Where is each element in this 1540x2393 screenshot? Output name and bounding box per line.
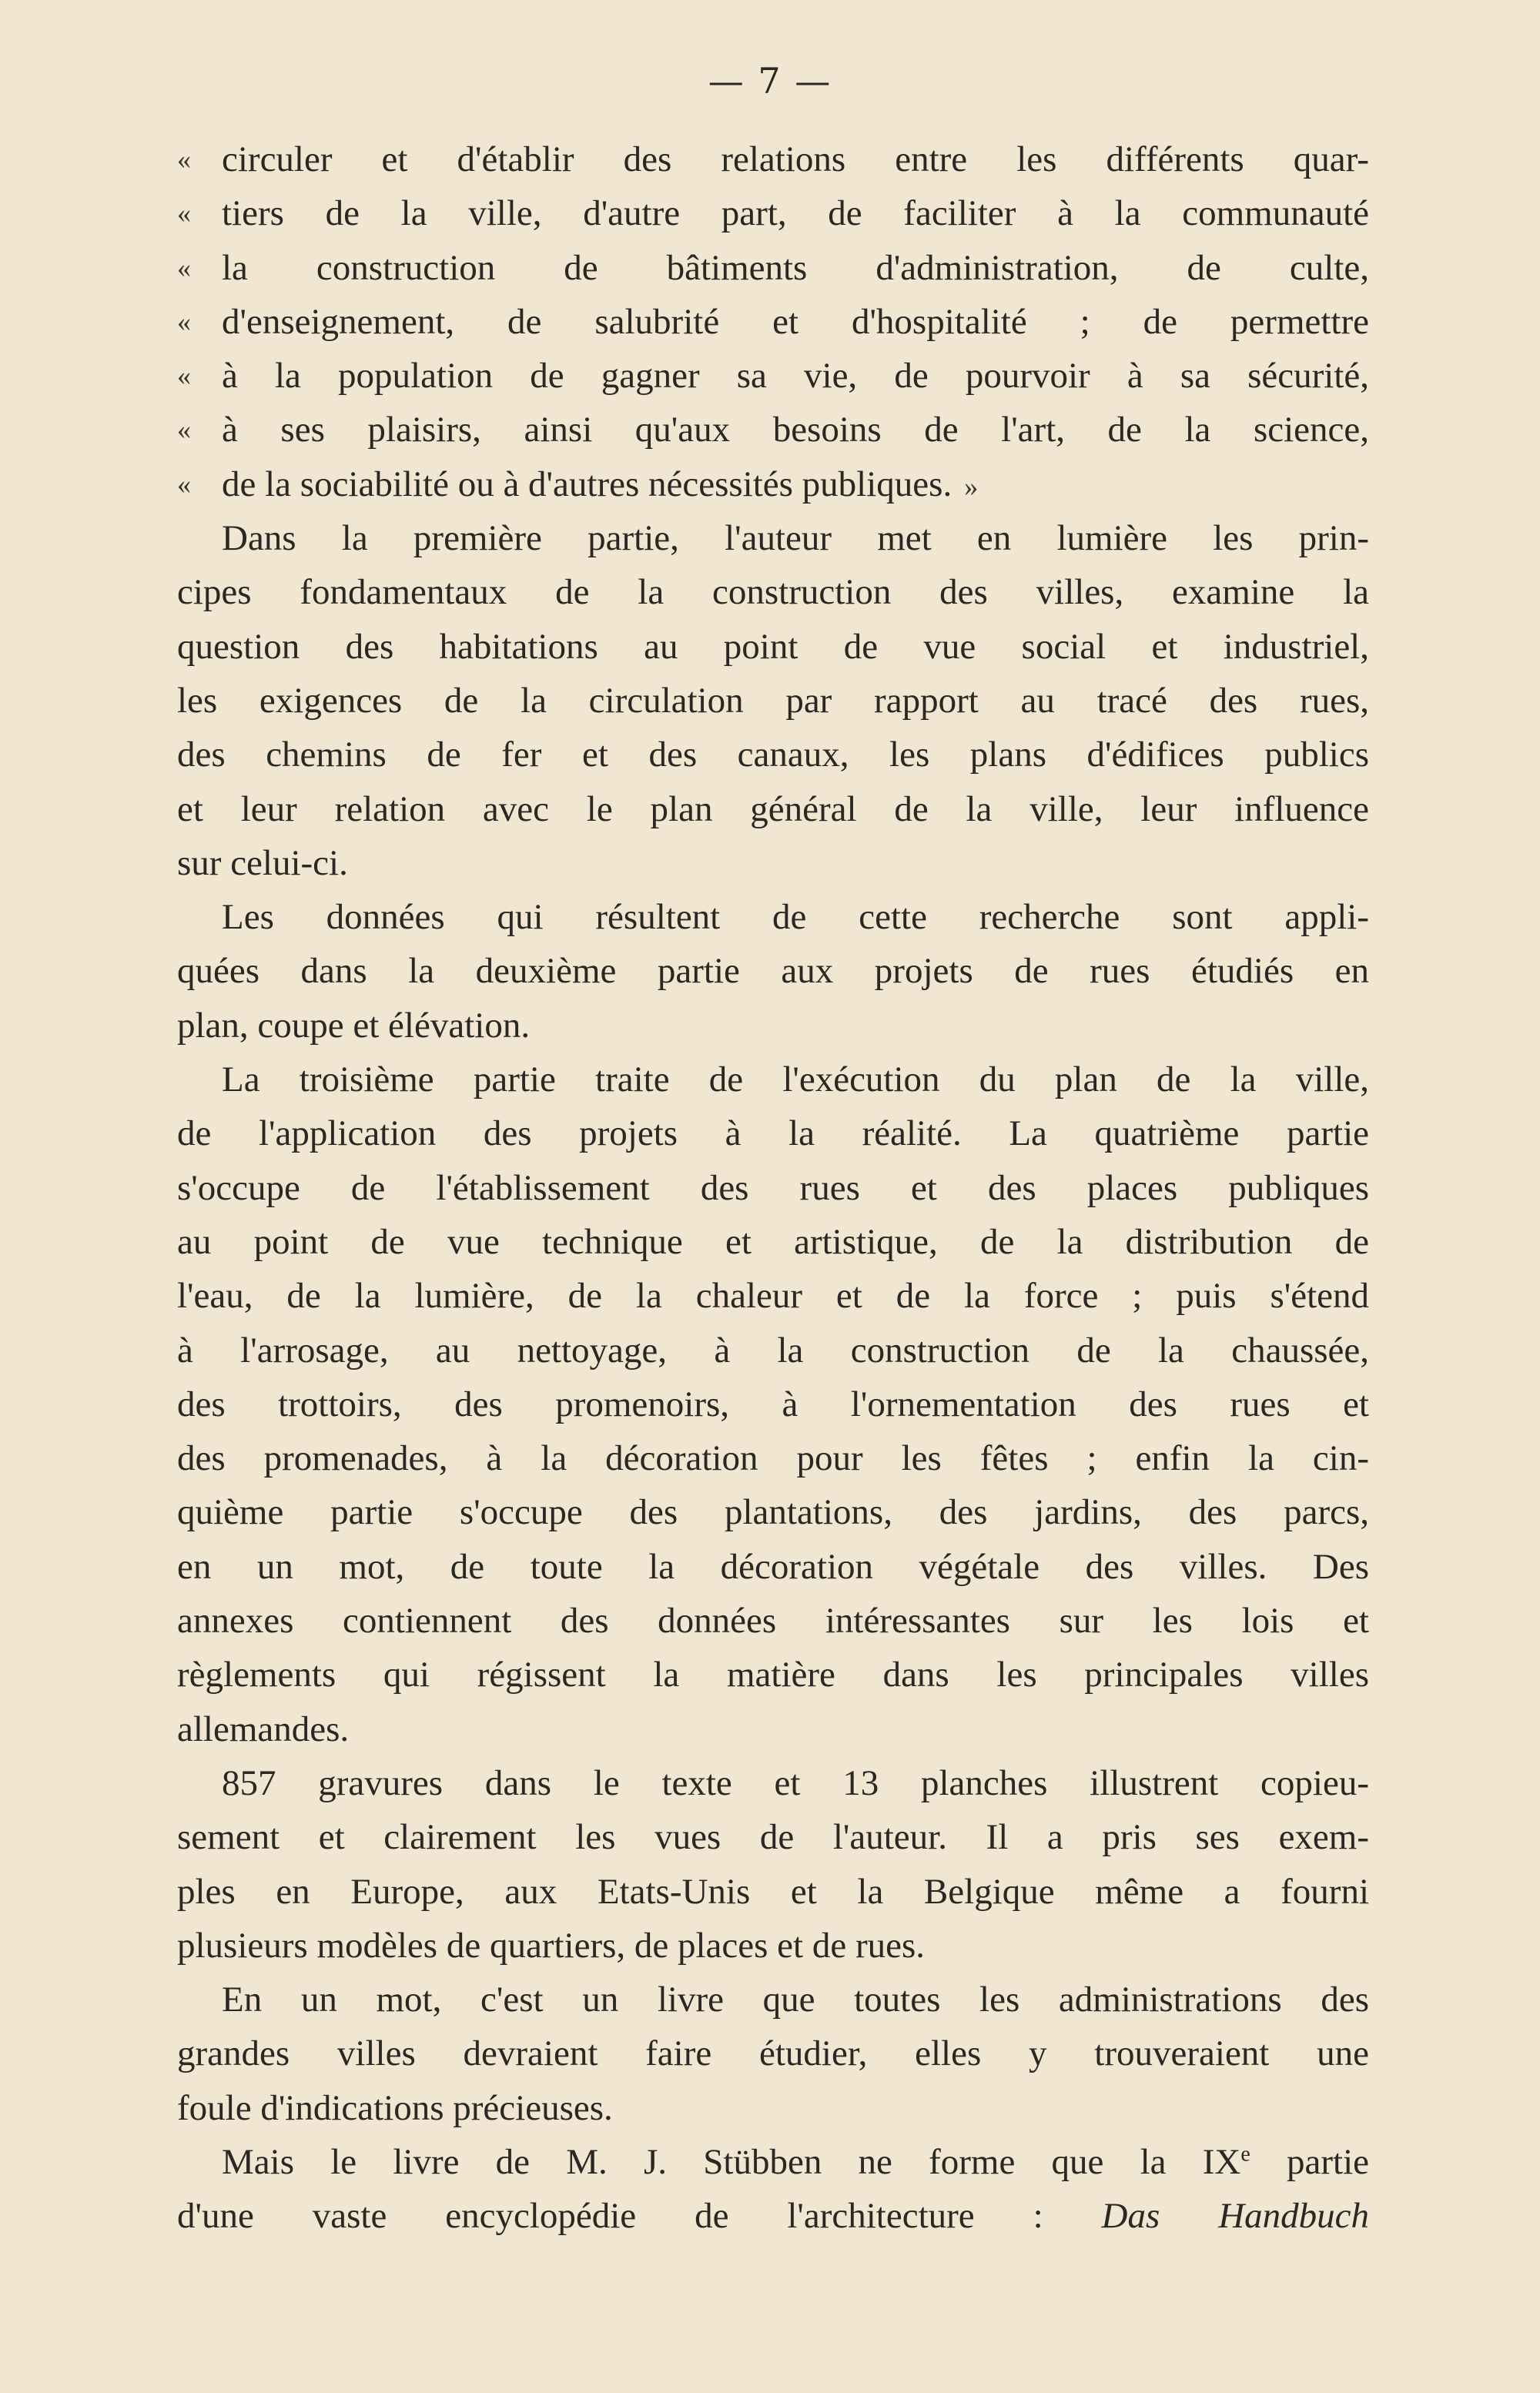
paragraph-line: grandes villes devraient faire étudier, elles y trouveraient une: [177, 2033, 1369, 2074]
paragraph-line: règlements qui régissent la matière dans les principales villes: [177, 1655, 1369, 1695]
paragraph-line: allemandes.: [177, 1709, 350, 1749]
paragraph: [177, 511, 1369, 890]
paragraph-line: 857 gravures dans le texte et 13 planches illustrent copieu-: [222, 1762, 1369, 1803]
quote-mark: «: [177, 144, 191, 175]
paragraph-line: [177, 2135, 1369, 2189]
paragraph-line: des promenades, à la décoration pour les fêtes ; enfin la cin-: [177, 1438, 1369, 1479]
paragraph: [177, 890, 1369, 1053]
quote-mark: «: [177, 252, 191, 283]
paragraph: [177, 1973, 1369, 2135]
paragraph: [177, 1756, 1369, 1973]
paragraph-line: et leur relation avec le plan général de la ville, leur influence: [177, 788, 1369, 829]
quoted-line: [177, 186, 1369, 240]
quoted-line: [177, 241, 1369, 295]
paragraph: [177, 2135, 1369, 2244]
quoted-line: [177, 295, 1369, 349]
quotation-block: [177, 132, 1369, 511]
paragraph-line: l'eau, de la lumière, de la chaleur et de la force ; puis s'étend: [177, 1276, 1369, 1317]
paragraph-line: [177, 2189, 1369, 2243]
paragraph-line: les exigences de la circulation par rapport au tracé des rues,: [177, 680, 1369, 721]
book-title: Das Handbuch: [1101, 2196, 1369, 2237]
paragraph-line: question des habitations au point de vue social et industriel,: [177, 626, 1369, 667]
paragraph-line: au point de vue technique et artistique, de la distribution de: [177, 1221, 1369, 1262]
paragraph-line: sur celui-ci.: [177, 842, 348, 883]
quoted-line-text: de la sociabilité ou à d'autres nécessités publiques.: [222, 464, 952, 504]
quoted-line: [177, 132, 1369, 186]
body-text: [177, 132, 1369, 2244]
paragraph-line: des chemins de fer et des canaux, les plans d'édifices publics: [177, 735, 1369, 775]
quote-mark: «: [177, 306, 191, 337]
paragraph-line: quées dans la deuxième partie aux projets de rues étudiés en: [177, 951, 1369, 992]
paragraph-line: quième partie s'occupe des plantations, des jardins, des parcs,: [177, 1492, 1369, 1533]
quoted-line-text: à la population de gagner sa vie, de pourvoir à sa sécurité,: [222, 356, 1369, 397]
quote-mark: «: [177, 360, 191, 392]
paragraph-line: des trottoirs, des promenoirs, à l'ornementation des rues et: [177, 1384, 1369, 1424]
quoted-line: [177, 349, 1369, 403]
paragraph-line: cipes fondamentaux de la construction des villes, examine la: [177, 572, 1369, 613]
paragraph: [177, 1053, 1369, 1756]
page-number: — 7 —: [708, 60, 832, 102]
paragraph-line: annexes contiennent des données intéressantes sur les lois et: [177, 1601, 1369, 1642]
paragraph-line: à l'arrosage, au nettoyage, à la construction de la chaussée,: [177, 1330, 1369, 1371]
paragraph-line: plusieurs modèles de quartiers, de places et de rues.: [177, 1925, 926, 1966]
paragraph-line: en un mot, de toute la décoration végétale des villes. Des: [177, 1546, 1369, 1587]
quote-mark-close: »: [964, 470, 979, 502]
quoted-line: [177, 403, 1369, 457]
paragraph-line: En un mot, c'est un livre que toutes les administrations des: [222, 1980, 1369, 2020]
paragraph-line: sement et clairement les vues de l'auteur. Il a pris ses exem-: [177, 1817, 1369, 1858]
paragraph-line: de l'application des projets à la réalité. La quatrième partie: [177, 1113, 1369, 1154]
quoted-line: [177, 457, 1369, 511]
quoted-line-text: la construction de bâtiments d'administration, de culte,: [222, 247, 1369, 288]
text-run: d'une vaste encyclopédie de l'architecture :: [177, 2196, 1102, 2237]
text-run: partie: [1250, 2141, 1369, 2182]
quoted-line-text: tiers de la ville, d'autre part, de faciliter à la communauté: [222, 193, 1369, 234]
quoted-line-text: d'enseignement, de salubrité et d'hospitalité ; de permettre: [222, 301, 1369, 342]
paragraph-line: foule d'indications précieuses.: [177, 2087, 613, 2128]
paragraph-line: s'occupe de l'établissement des rues et des places publiques: [177, 1167, 1369, 1208]
quote-mark: «: [177, 414, 191, 446]
quoted-line-text: à ses plaisirs, ainsi qu'aux besoins de l'art, de la science,: [222, 410, 1369, 450]
paragraph-line: Dans la première partie, l'auteur met en lumière les prin-: [222, 518, 1369, 559]
paragraph-line: Les données qui résultent de cette recherche sont appli-: [222, 897, 1369, 938]
paragraph-line: plan, coupe et élévation.: [177, 1005, 531, 1046]
quote-mark: «: [177, 198, 191, 229]
paragraph-line: La troisième partie traite de l'exécution du plan de la ville,: [222, 1059, 1369, 1100]
paragraph-line: ples en Europe, aux Etats-Unis et la Belgique même a fourni: [177, 1871, 1369, 1912]
quoted-line-text: circuler et d'établir des relations entre les différents quar-: [222, 139, 1369, 179]
quote-mark: «: [177, 468, 191, 500]
text-run: Mais le livre de M. J. Stübben ne forme que la IX: [222, 2141, 1241, 2182]
superscript: e: [1240, 2142, 1250, 2167]
